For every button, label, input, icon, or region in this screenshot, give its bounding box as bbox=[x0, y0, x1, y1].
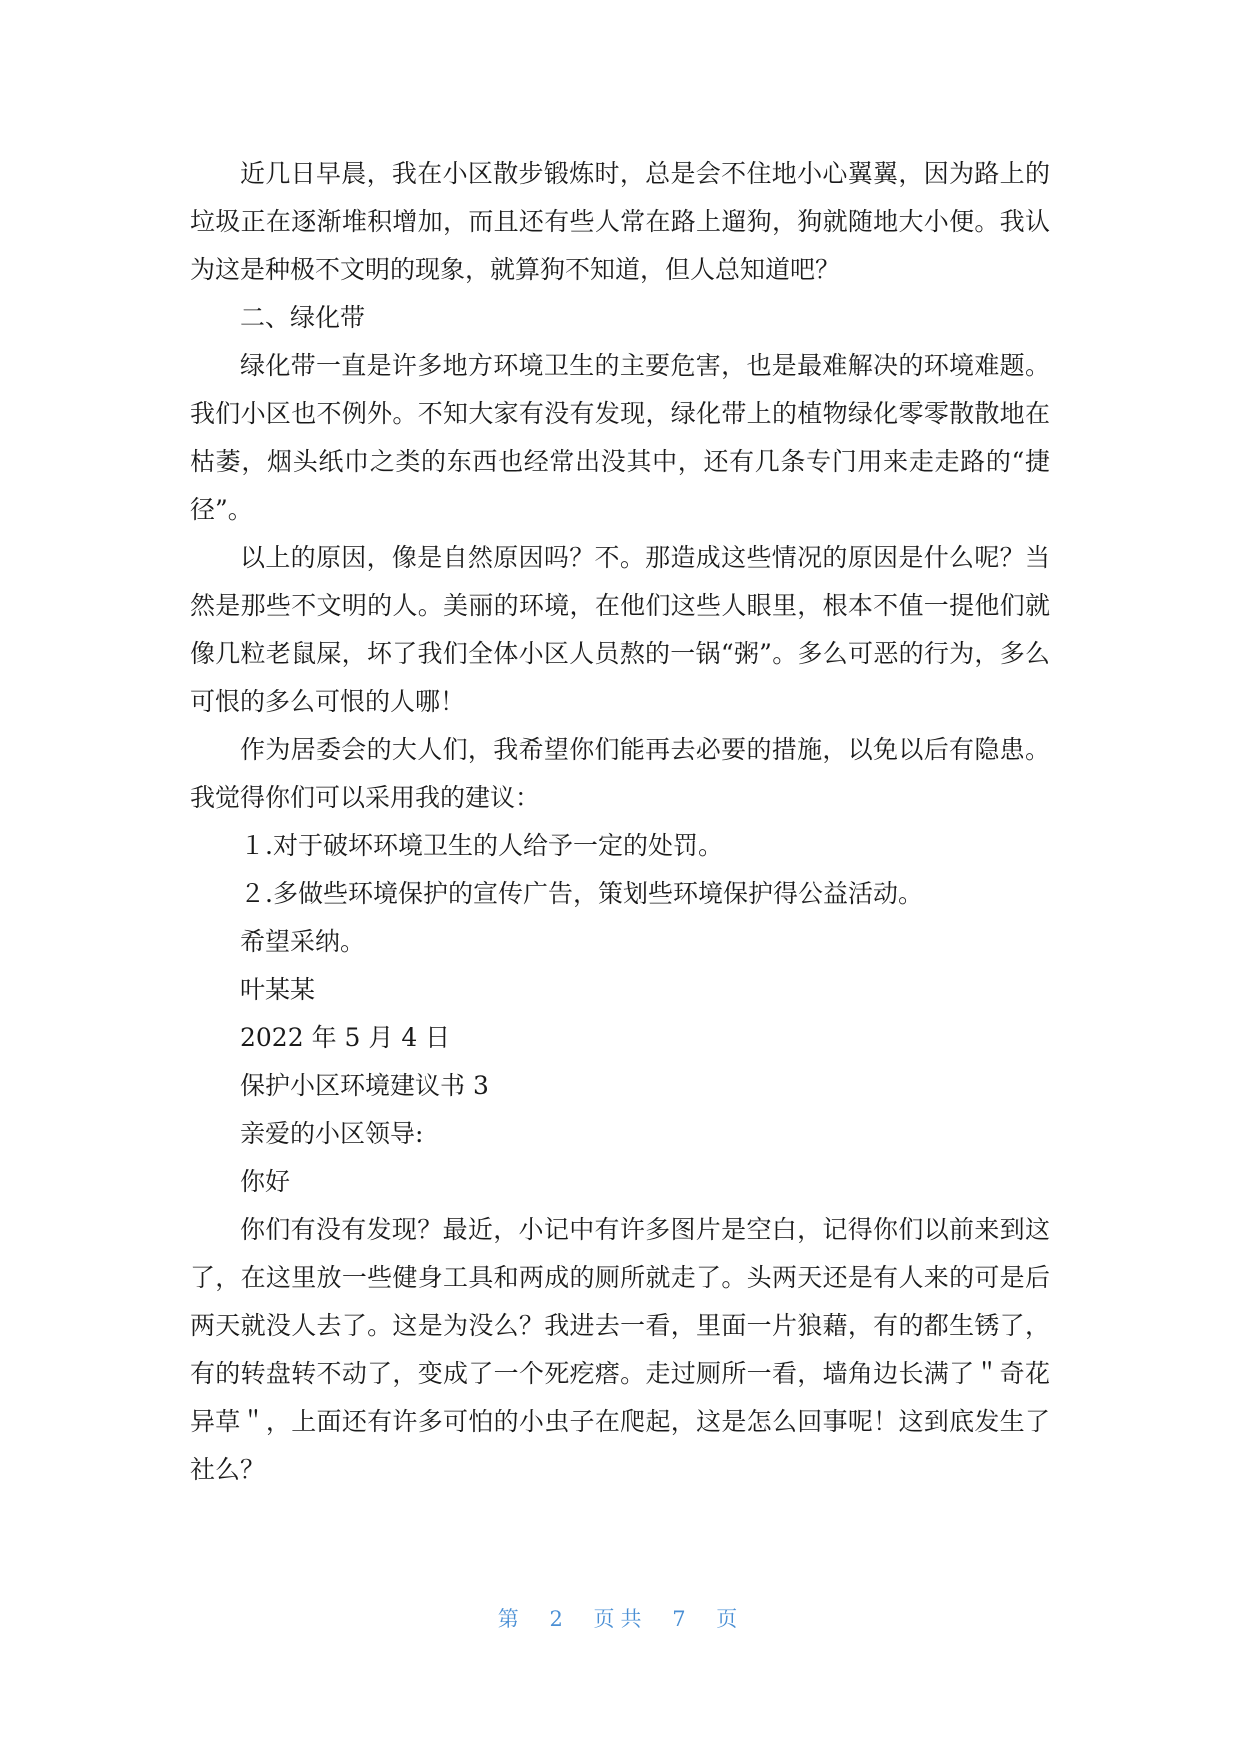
letter-salutation: 亲爱的小区领导: bbox=[240, 1119, 424, 1148]
page-footer bbox=[0, 1603, 1241, 1633]
letter-title: 保护小区环境建议书 3 bbox=[240, 1071, 489, 1100]
paragraph-fitness-area: 你们有没有发现？最近，小记中有许多图片是空白，记得你们以前来到这了，在这里放一些健身工具和两成的厕所就走了。头两天还是有人来的可是后两天就没人去了。这是为没么？我进去一看，里面一片狼藉，有的都生锈了，有的转盘转不动了，变成了一个死疙瘩。走过厕所一看，墙角边长满了＂奇花异草＂，上面还有许多可怕的小虫子在爬起，这是怎么回事呢！这到底发生了社么？ bbox=[190, 1215, 1050, 1484]
paragraph-street-litter: 近几日早晨，我在小区散步锻炼时，总是会不住地小心翼翼，因为路上的垃圾正在逐渐堆积增加，而且还有些人常在路上遛狗，狗就随地大小便。我认为这是种极不文明的现象，就算狗不知道，但人总知道吧？ bbox=[190, 159, 1050, 284]
section-heading-green-belt: 二、绿化带 bbox=[240, 303, 366, 332]
signature-date: 2022 年 5 月 4 日 bbox=[240, 1023, 451, 1052]
suggestion-item-2: ２.多做些环境保护的宣传广告，策划些环境保护得公益活动。 bbox=[240, 879, 923, 908]
paragraph-suggestion-intro: 作为居委会的大人们，我希望你们能再去必要的措施，以免以后有隐患。我觉得你们可以采用我的建议： bbox=[190, 735, 1050, 812]
signature-name: 叶某某 bbox=[240, 975, 316, 1004]
paragraph-causes: 以上的原因，像是自然原因吗？不。那造成这些情况的原因是什么呢？当然是那些不文明的人。美丽的环境，在他们这些人眼里，根本不值一提他们就像几粒老鼠屎，坏了我们全体小区人员熬的一锅“粥”。多么可恶的行为，多么可恨的多么可恨的人哪！ bbox=[190, 543, 1050, 716]
footer-current-page: 2 bbox=[549, 1607, 569, 1631]
footer-label-end: 页 bbox=[716, 1607, 744, 1631]
letter-greeting: 你好 bbox=[240, 1167, 291, 1196]
paragraph-green-belt: 绿化带一直是许多地方环境卫生的主要危害，也是最难解决的环境难题。我们小区也不例外。不知大家有没有发现，绿化带上的植物绿化零零散散地在枯萎，烟头纸巾之类的东西也经常出没其中，还有几条专门用来走走路的“捷径”。 bbox=[190, 351, 1050, 524]
footer-total-pages: 7 bbox=[672, 1607, 692, 1631]
closing-line: 希望采纳。 bbox=[240, 927, 366, 956]
footer-label-page: 第 bbox=[497, 1607, 525, 1631]
suggestion-item-1: １.对于破坏环境卫生的人给予一定的处罚。 bbox=[240, 831, 723, 860]
footer-label-of: 页共 bbox=[593, 1607, 648, 1631]
document-body bbox=[190, 150, 1050, 1494]
